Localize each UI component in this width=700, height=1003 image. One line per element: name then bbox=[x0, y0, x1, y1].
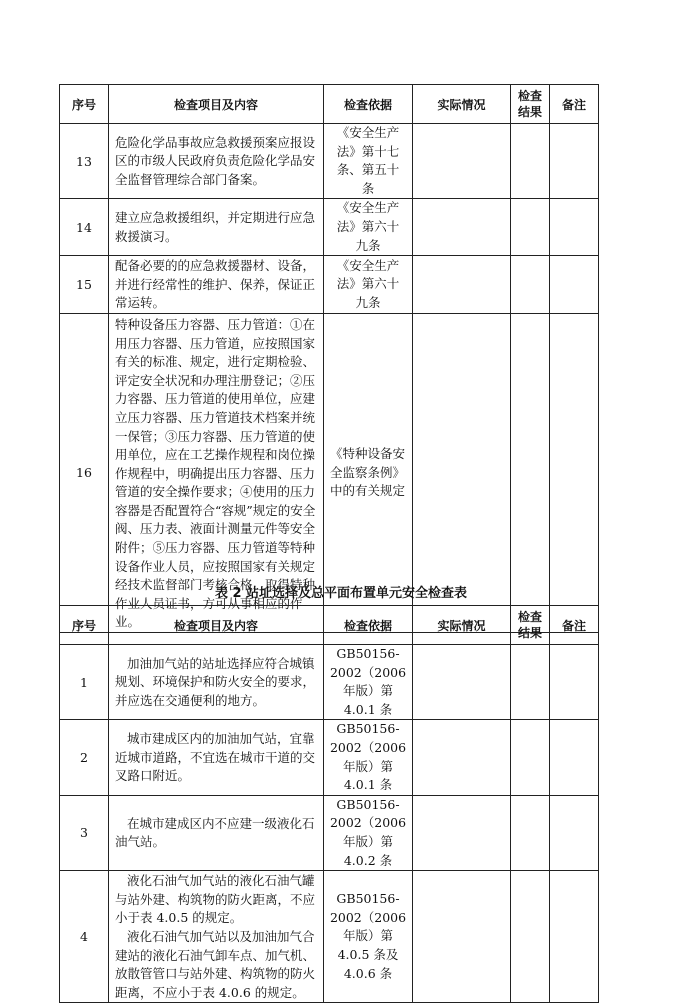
row-actual bbox=[413, 645, 511, 720]
row-item-part-b: 液化石油气加气站以及加油加气合建站的液化石油气卸车点、加气机、放散管管口与站外建、构筑物的防火距离，不应小于表 4.0.6 的规定。 bbox=[115, 928, 316, 1000]
row-basis: GB50156-2002（2006 年版）第 4.0.1 条 bbox=[324, 645, 413, 720]
row-basis: GB50156-2002（2006 年版）第 4.0.5 条及 4.0.6 条 bbox=[324, 871, 413, 1003]
row-remarks bbox=[550, 645, 599, 720]
row-basis: 《安全生产法》第十七条、第五十条 bbox=[324, 124, 413, 199]
table-row bbox=[60, 720, 599, 795]
header-serial: 序号 bbox=[60, 85, 109, 124]
header-result: 检查结果 bbox=[511, 85, 550, 124]
row-result bbox=[511, 645, 550, 720]
header-actual: 实际情况 bbox=[413, 606, 511, 645]
row-item: 危险化学品事故应急救援预案应报设区的市级人民政府负责危险化学品安全监督管理综合部门备案。 bbox=[109, 124, 324, 199]
header-result: 检查结果 bbox=[511, 606, 550, 645]
row-actual bbox=[413, 256, 511, 314]
row-item bbox=[109, 871, 324, 1003]
row-serial: 16 bbox=[60, 313, 109, 632]
table-row bbox=[60, 256, 599, 314]
header-item: 检查项目及内容 bbox=[109, 606, 324, 645]
row-serial: 15 bbox=[60, 256, 109, 314]
row-basis: 《安全生产法》第六十九条 bbox=[324, 199, 413, 256]
table-row bbox=[60, 124, 599, 199]
row-basis: GB50156-2002（2006 年版）第 4.0.1 条 bbox=[324, 720, 413, 795]
table-row bbox=[60, 199, 599, 256]
row-actual bbox=[413, 871, 511, 1003]
row-actual bbox=[413, 795, 511, 870]
row-result bbox=[511, 871, 550, 1003]
row-actual bbox=[413, 124, 511, 199]
row-remarks bbox=[550, 720, 599, 795]
header-serial: 序号 bbox=[60, 606, 109, 645]
header-basis: 检查依据 bbox=[324, 606, 413, 645]
row-remarks bbox=[550, 199, 599, 256]
header-basis: 检查依据 bbox=[324, 85, 413, 124]
safety-check-table-2 bbox=[59, 605, 599, 1003]
table-caption: 表 2 站址选择及总平面布置单元安全检查表 bbox=[214, 586, 468, 601]
row-serial: 13 bbox=[60, 124, 109, 199]
row-serial: 3 bbox=[60, 795, 109, 870]
row-actual bbox=[413, 720, 511, 795]
row-actual bbox=[413, 199, 511, 256]
row-remarks bbox=[550, 256, 599, 314]
row-serial: 4 bbox=[60, 871, 109, 1003]
table-header-row bbox=[60, 606, 599, 645]
row-item: 在城市建成区内不应建一级液化石油气站。 bbox=[109, 795, 324, 870]
header-remarks: 备注 bbox=[550, 606, 599, 645]
safety-check-table-1 bbox=[59, 84, 599, 633]
row-remarks bbox=[550, 795, 599, 870]
row-result bbox=[511, 124, 550, 199]
row-item-part-a: 液化石油气加气站的液化石油气罐与站外建、构筑物的防火距离，不应小于表 4.0.5 的规定。 bbox=[115, 873, 316, 926]
row-item: 加油加气站的站址选择应符合城镇规划、环境保护和防火安全的要求，并应选在交通便利的地方。 bbox=[109, 645, 324, 720]
row-item: 建立应急救援组织，并定期进行应急救援演习。 bbox=[109, 199, 324, 256]
row-result bbox=[511, 795, 550, 870]
row-remarks bbox=[550, 871, 599, 1003]
row-item: 城市建成区内的加油加气站，宜靠近城市道路，不宜选在城市干道的交叉路口附近。 bbox=[109, 720, 324, 795]
row-serial: 1 bbox=[60, 645, 109, 720]
row-result bbox=[511, 256, 550, 314]
row-item: 配备必要的的应急救援器材、设备，并进行经常性的维护、保养，保证正常运转。 bbox=[109, 256, 324, 314]
header-item: 检查项目及内容 bbox=[109, 85, 324, 124]
row-result bbox=[511, 199, 550, 256]
row-item: 特种设备压力容器、压力管道：①在用压力容器、压力管道，应按照国家有关的标准、规定，进行定期检验、评定安全状况和办理注册登记；②压力容器、压力管道的使用单位，应建立压力容器、压力管道技术档案并统一保管；③压力容器、压力管道的使用单位，应在工艺操作规程和岗位操作规程中，明确提出压力容器、压力管道的安全操作要求；④使用的压力容器是否配置符合“容规”规定的安全阀、压力表、液面计测量元件等安全附件；⑤压力容器、压力管道等特种设备作业人员，应按照国家有关规定经技术监督部门考核合格，取得特种作业人员证书，方可从事相应的作业。 bbox=[109, 313, 324, 632]
header-actual: 实际情况 bbox=[413, 85, 511, 124]
table-header-row bbox=[60, 85, 599, 124]
table-row bbox=[60, 871, 599, 1003]
row-serial: 2 bbox=[60, 720, 109, 795]
row-basis: 《特种设备安全监察条例》中的有关规定 bbox=[324, 313, 413, 632]
header-remarks: 备注 bbox=[550, 85, 599, 124]
table-row bbox=[60, 645, 599, 720]
row-basis: GB50156-2002（2006 年版）第 4.0.2 条 bbox=[324, 795, 413, 870]
row-remarks bbox=[550, 124, 599, 199]
row-result bbox=[511, 720, 550, 795]
row-basis: 《安全生产法》第六十九条 bbox=[324, 256, 413, 314]
table-row bbox=[60, 795, 599, 870]
row-serial: 14 bbox=[60, 199, 109, 256]
